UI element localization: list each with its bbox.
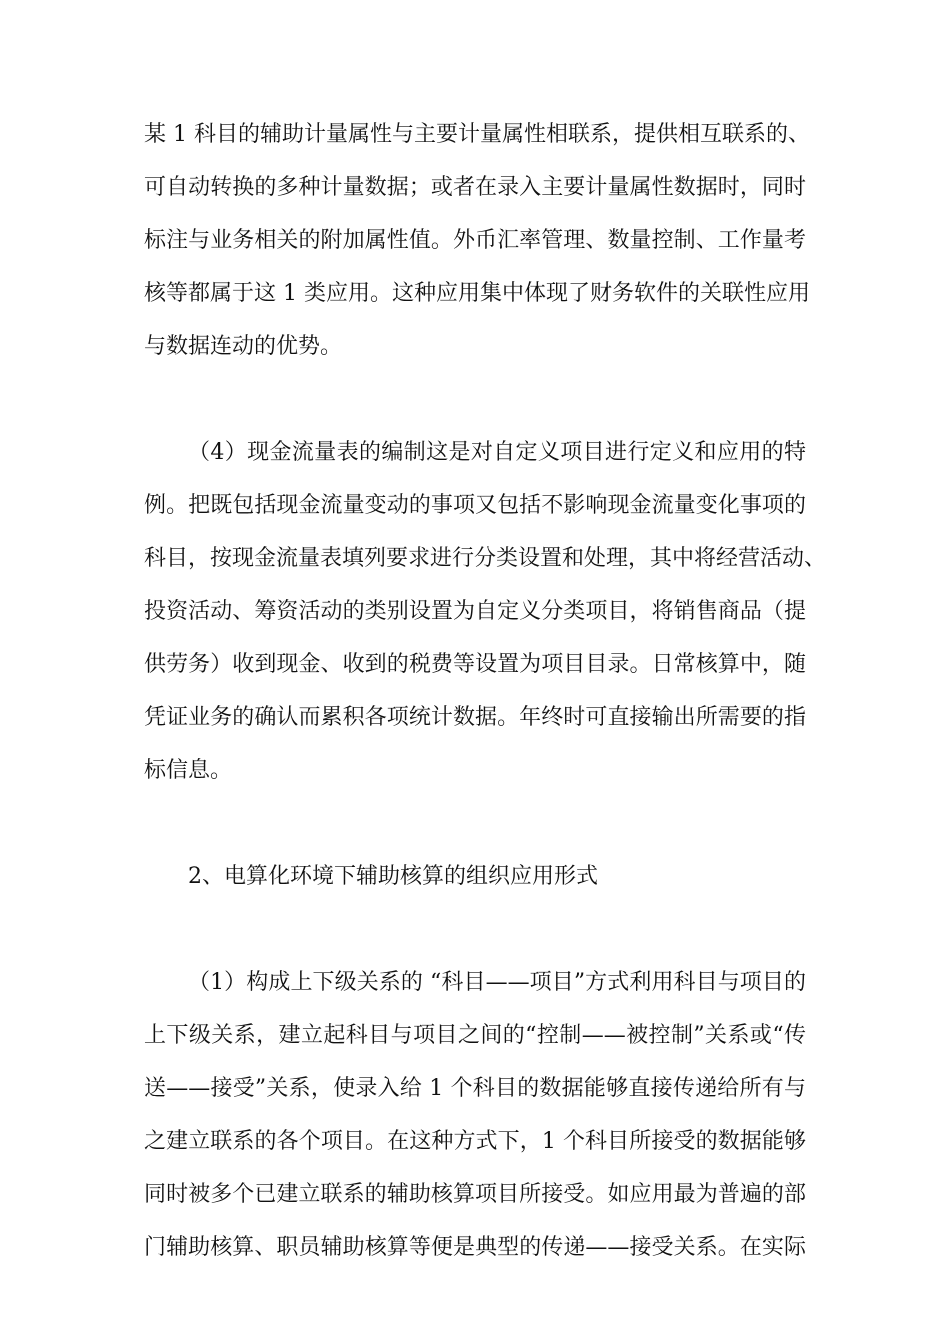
paragraph-line: 同时被多个已建立联系的辅助核算项目所接受。如应用最为普遍的部 [144,1182,806,1207]
paragraph-line: 某 1 科目的辅助计量属性与主要计量属性相联系，提供相互联系的、 [144,122,810,147]
paragraph-line: 之建立联系的各个项目。在这种方式下，1 个科目所接受的数据能够 [144,1129,806,1154]
paragraph-cash-flow-statement [144,426,827,797]
section-heading: 2、电算化环境下辅助核算的组织应用形式 [188,864,598,889]
paragraph-line: 标信息。 [144,758,233,783]
paragraph-line: 例。把既包括现金流量变动的事项又包括不影响现金流量变化事项的 [144,493,806,518]
paragraph-line: 送——接受”关系，使录入给 1 个科目的数据能够直接传递给所有与 [144,1076,806,1101]
paragraph-line: （4）现金流量表的编制这是对自定义项目进行定义和应用的特 [188,440,806,465]
paragraph-spacer [144,373,806,426]
paragraph-line: 门辅助核算、职员辅助核算等便是典型的传递——接受关系。在实际 [144,1235,806,1260]
paragraph-line: 凭证业务的确认而累积各项统计数据。年终时可直接输出所需要的指 [144,705,806,730]
paragraph-aux-measurement [144,108,810,373]
paragraph-spacer [144,797,806,850]
paragraph-spacer [144,903,806,956]
paragraph-line: 标注与业务相关的附加属性值。外币汇率管理、数量控制、工作量考 [144,228,806,253]
paragraph-line: 上下级关系，建立起科目与项目之间的“控制——被控制”关系或“传 [144,1023,806,1048]
paragraph-line: （1）构成上下级关系的 “科目——项目”方式利用科目与项目的 [188,970,806,995]
paragraph-line: 可自动转换的多种计量数据；或者在录入主要计量属性数据时，同时 [144,175,806,200]
document-page [144,108,827,1274]
paragraph-line: 科目，按现金流量表填列要求进行分类设置和处理，其中将经营活动、 [144,546,827,571]
paragraph-line: 投资活动、筹资活动的类别设置为自定义分类项目，将销售商品（提 [144,599,806,624]
paragraph-line: 核等都属于这 1 类应用。这种应用集中体现了财务软件的关联性应用 [144,281,810,306]
paragraph-line: 与数据连动的优势。 [144,334,343,359]
paragraph-subject-project [144,956,806,1274]
paragraph-line: 供劳务）收到现金、收到的税费等设置为项目目录。日常核算中，随 [144,652,806,677]
